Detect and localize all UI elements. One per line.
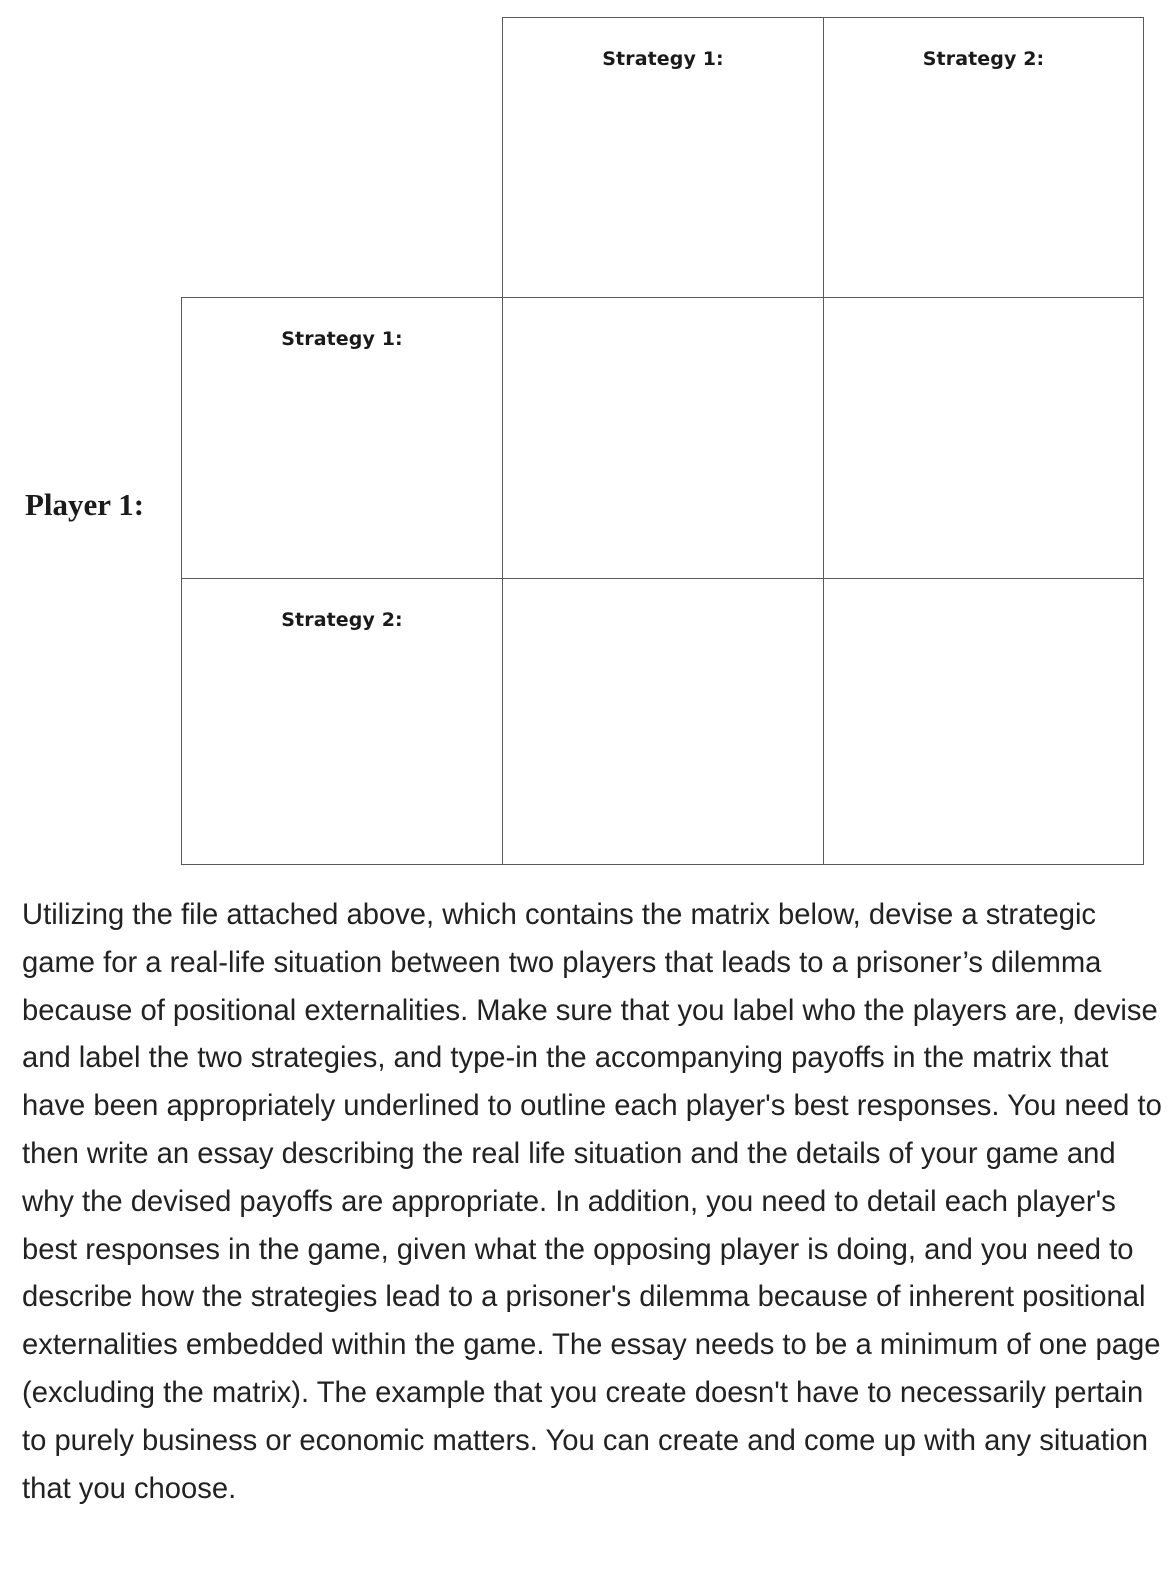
column-strategy-2-label: Strategy 2:: [922, 48, 1045, 70]
column-header-strategy-2: [823, 17, 1144, 298]
column-strategy-1-label: Strategy 1:: [602, 48, 724, 70]
column-header-strategy-1: [502, 17, 824, 298]
payoff-cell-r1-c2[interactable]: [823, 297, 1144, 579]
player-1-label: Player 1:: [25, 487, 145, 522]
row-strategy-2-label: Strategy 2:: [281, 609, 403, 631]
row-strategy-1-label: Strategy 1:: [281, 328, 403, 350]
row-header-strategy-1: [181, 297, 503, 579]
assignment-instructions: Utilizing the file attached above, which contains the matrix below, devise a strategic game for a real-life situation between two players that leads to a prisoner’s dilemma because of positional externalities. Make sure that you label who the players are, devise and label the two strategies, and type-in the accompanying payoffs in the matrix that have been appropriately underlined to outline each player's best responses. You need to then write an essay describing the real life situation and the details of your game and why the devised payoffs are appropriate. In addition, you need to detail each player's best responses in the game, given what the opposing player is doing, and you need to describe how the strategies lead to a prisoner's dilemma because of inherent positional externalities embedded within the game. The essay needs to be a minimum of one page (excluding the matrix). The example that you create doesn't have to necessarily pertain to purely business or economic matters. You can create and come up with any situation that you choose.: [22, 899, 1162, 1505]
row-header-strategy-2: [181, 578, 503, 865]
payoff-cell-r2-c2[interactable]: [823, 578, 1144, 865]
payoff-cell-r1-c1[interactable]: [502, 297, 824, 579]
payoff-cell-r2-c1[interactable]: [502, 578, 824, 865]
